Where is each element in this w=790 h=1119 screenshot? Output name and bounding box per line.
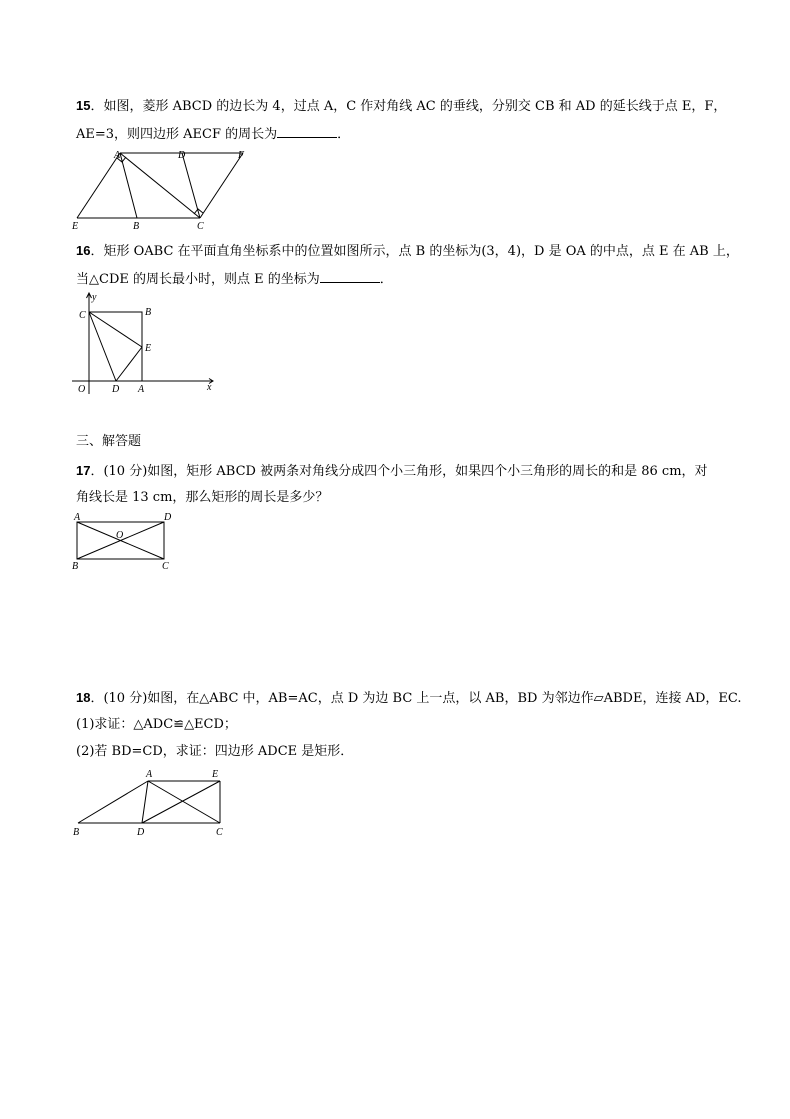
q18-text2: (1)求证：△ADC≌△ECD； — [76, 717, 237, 732]
q16-label-D: D — [112, 384, 120, 395]
q15-label-D: D — [178, 150, 186, 161]
q17-figure — [70, 510, 180, 572]
q16-label-A: A — [138, 384, 145, 395]
q16-label-C: C — [79, 310, 86, 321]
q16-number: 16 — [76, 243, 91, 258]
q16-line2 — [76, 270, 393, 288]
section-heading: 三、解答题 — [76, 434, 142, 449]
q17-text2: 角线长是 13 cm，那么矩形的周长是多少？ — [76, 490, 329, 505]
q17-number: 17 — [76, 463, 91, 478]
q18-label-C: C — [216, 827, 223, 838]
q16-answer-blank[interactable] — [320, 270, 380, 283]
q15-text1: ．如图，菱形 ABCD 的边长为 4，过点 A，C 作对角线 AC 的垂线，分别交 CB 和 AD 的延长线于点 E，F， — [90, 99, 727, 114]
q15-label-A: A — [114, 150, 121, 161]
q15-label-C: C — [197, 221, 204, 232]
q18-label-E: E — [212, 769, 219, 780]
q16-text2-end: ． — [379, 272, 393, 287]
q15-line2 — [76, 125, 350, 143]
q15-label-F: F — [238, 150, 245, 161]
q15-label-E: E — [72, 221, 79, 232]
q16-label-B: B — [145, 307, 152, 318]
q18-text1: ．(10 分)如图，在△ABC 中，AB=AC，点 D 为边 BC 上一点，以 AB，BD 为邻边作▱ABDE，连接 AD，EC. — [90, 691, 742, 706]
q16-figure — [72, 290, 222, 398]
q16-label-y: y — [92, 292, 97, 303]
q18-label-B: B — [73, 827, 80, 838]
q18-figure — [70, 764, 230, 842]
q15-number: 15 — [76, 98, 91, 113]
q17-line2 — [76, 490, 328, 506]
q17-label-O: O — [116, 530, 124, 541]
q16-text2: 当△CDE 的周长最小时，则点 E 的坐标为 — [76, 272, 320, 287]
q18-line1 — [76, 690, 742, 707]
q15-text2: AE=3，则四边形 AECF 的周长为 — [76, 127, 278, 142]
q16-label-O: O — [78, 384, 86, 395]
q16-label-x: x — [207, 382, 212, 393]
q18-number: 18 — [76, 690, 91, 705]
q16-text1: ．矩形 OABC 在平面直角坐标系中的位置如图所示，点 B 的坐标为(3，4)，D 是 OA 的中点，点 E 在 AB 上， — [90, 244, 739, 259]
q18-text3: (2)若 BD=CD，求证：四边形 ADCE 是矩形． — [76, 744, 354, 759]
q15-text2-end: ． — [337, 127, 351, 142]
q17-line1 — [76, 463, 708, 480]
q15-line1 — [76, 98, 726, 115]
q15-label-B: B — [133, 221, 140, 232]
q17-text1: ．(10 分)如图，矩形 ABCD 被两条对角线分成四个小三角形，如果四个小三角形的周长的和是 86 cm，对 — [90, 464, 708, 479]
q18-label-D: D — [137, 827, 145, 838]
q17-label-A: A — [74, 512, 81, 523]
q17-label-B: B — [72, 561, 79, 572]
q17-label-D: D — [164, 512, 172, 523]
q18-line2 — [76, 717, 237, 733]
q15-answer-blank[interactable] — [277, 125, 337, 138]
q16-line1 — [76, 243, 739, 260]
q18-line3 — [76, 744, 353, 760]
q16-label-E: E — [145, 343, 152, 354]
q18-label-A: A — [146, 769, 153, 780]
q17-label-C: C — [162, 561, 169, 572]
q15-figure — [70, 148, 260, 233]
